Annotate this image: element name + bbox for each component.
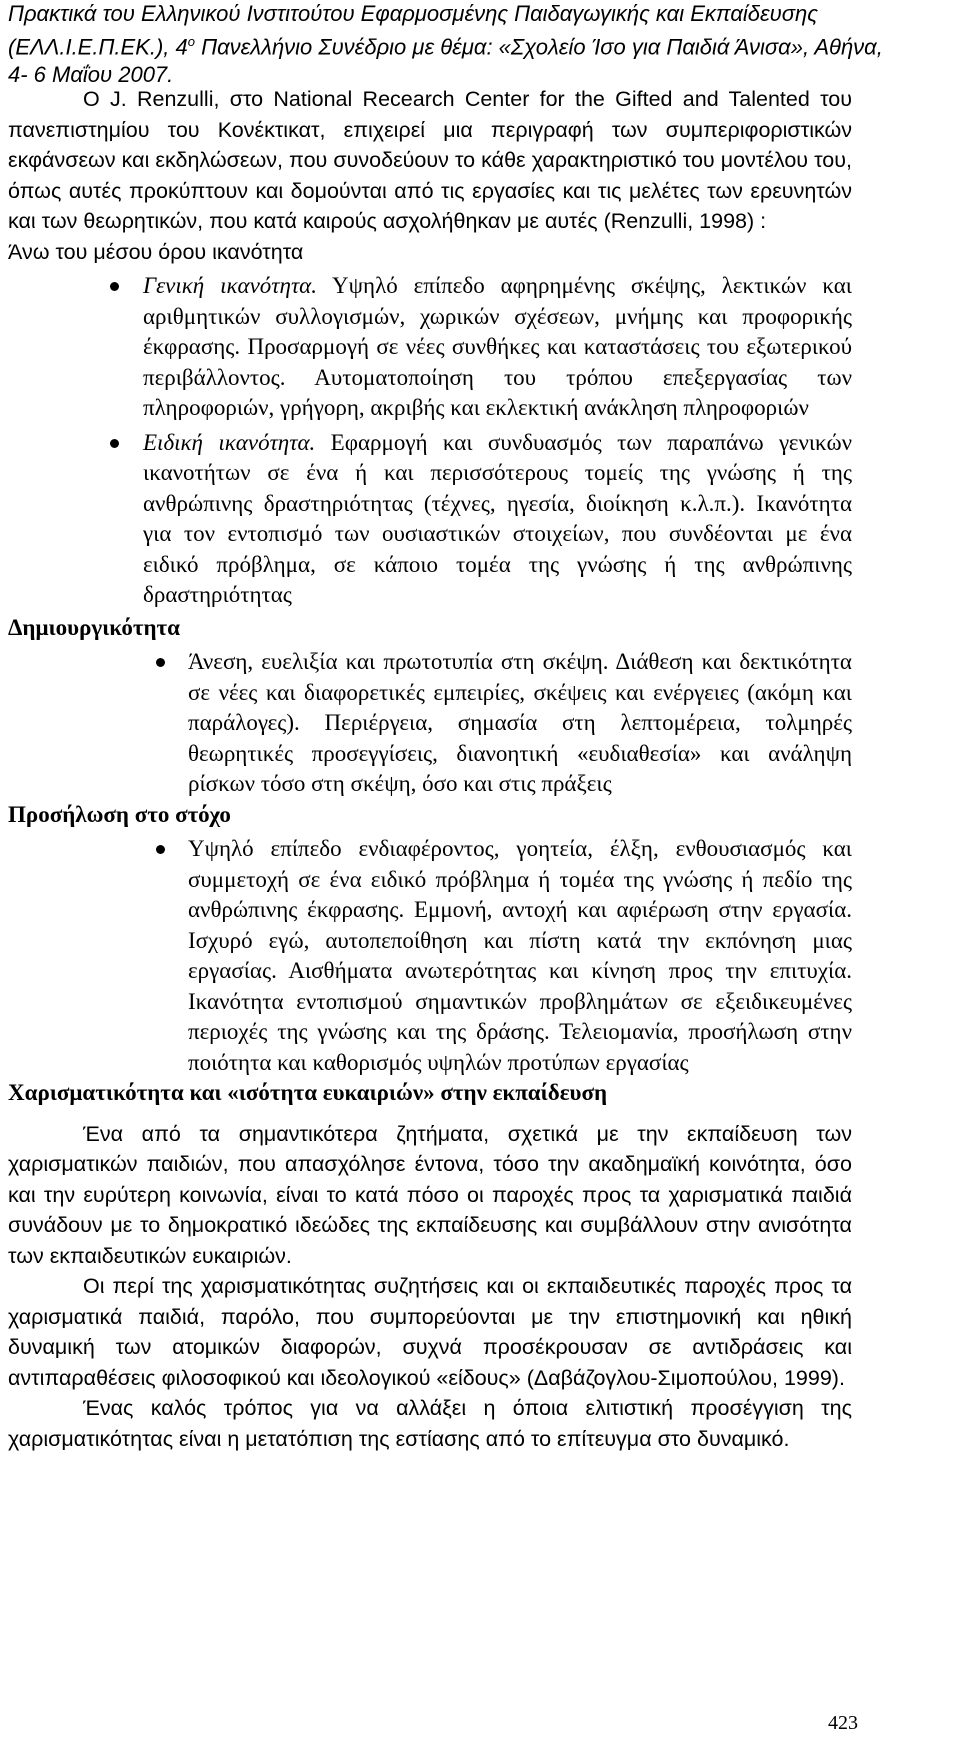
bullet-icon [110,282,119,291]
item-label: Ειδική ικανότητα. [143,429,316,455]
item-text: Άνεση, ευελιξία και πρωτοτυπία στη σκέψη. Διάθεση και δεκτικότητα σε νέες και διαφορετικές εμπειρίες, σκέψεις και ενέργειες (ακόμη και παράλογες). Περιέργεια, σημασία στη λεπτομέρεια, τολμηρές θεωρητικές προσεγγίσεις, διανοητική «ευδιαθεσία» και ανάληψη ρίσκων τόσο στη σκέψη, όσο και στις πράξεις [188,649,852,796]
intro-text: Renzulli, στο National Recearch Center for the Gifted and Talented του πανεπιστημίου του Κονέκτικατ, επιχειρεί μια περιγραφή των συμπεριφοριστικών εκφάνσεων και εκδηλώσεων, που συνοδεύουν το κάθε χαρακτηριστικό του μοντέλου του, όπως αυτές προκύπτουν και δομούνται από τις εργασίες και τις μελέτες των ερευνητών και των θεωρητικών, που κατά καιρούς ασχολήθηκαν με αυτές (Renzulli, 1998) : [8,87,852,233]
header-line-2-start: (ΕΛΛ.Ι.Ε.Π.ΕΚ.), 4 [8,34,188,60]
header-ordinal: ο [187,34,196,49]
item-text: Υψηλό επίπεδο αφηρημένης σκέψης, λεκτικών και αριθμητικών συλλογισμών, χωρικών σχέσεων, μνήμης και προφορικής έκφρασης. Προσαρμογή σε νέες συνθήκες και καταστάσεις του εξωτερικού περιβάλλοντος. Αυτοματοποίηση του τρόπου επεξεργασίας των πληροφοριών, γρήγορη, ακριβής και εκλεκτική ανάκληση πληροφοριών [143,273,852,420]
item-label: Γενική ικανότητα. [143,273,317,298]
header-line-1: Πρακτικά του Ελληνικού Ινστιτούτου Εφαρμοσμένης Παιδαγωγικής και Εκπαίδευσης [8,1,818,26]
bullet-icon [156,845,165,854]
list-item [8,428,852,611]
list-item [8,647,852,800]
equality-paragraph-3: Ένας καλός τρόπος για να αλλάξει η όποια ελιτιστική προσέγγιση της χαρισματικότητας είναι η μετατόπιση της εστίασης από το επίτευγμα στο δυναμικό. [8,1396,852,1451]
item-text: Υψηλό επίπεδο ενδιαφέροντος, γοητεία, έλξη, ενθουσιασμός και συμμετοχή σε ένα ειδικό πρόβλημα ή τομέα της γνώσης ή πεδίο της ανθρώπινης έκφρασης. Εμμονή, αντοχή και αφιέρωση στην εργασία. Ισχυρό εγώ, αυτοπεποίθηση και πίστη κατά την εκπόνηση μιας εργασίας. Αισθήματα ανωτερότητας και κίνηση προς την επιτυχία. Ικανότητα εντοπισμού σημαντικών προβλημάτων σε εξειδικευμένες περιοχές της γνώσης και της δράσης. Τελειομανία, προσήλωση στην ποιότητα και καθορισμός υψηλών προτύπων εργασίας [188,836,852,1075]
section-commitment-title: Προσήλωση στο στόχο [8,801,231,827]
header-line-2 [8,28,956,61]
document-body [8,84,852,1454]
list-item [8,834,852,1078]
section-creativity-title: Δημιουργικότητα [8,614,180,640]
header-line-3: 4- 6 Μαΐου 2007. [8,62,174,88]
intro-lead: Ο J. [83,87,127,111]
proceedings-header [8,0,956,89]
item-text: Εφαρμογή και συνδυασμός των παραπάνω γενικών ικανοτήτων σε ένα ή και περισσότερους τομείς της γνώσης ή της ανθρώπινης δραστηριότητας (τέχνες, ηγεσία, διοίκηση κ.λ.π.). Ικανότητα για τον εντοπισμό των ουσιαστικών στοιχείων, που συνδέονται με ένα ειδικό πρόβλημα, σε κάποιο τομέα της γνώσης ή της ανθρώπινης δραστηριότητας [143,429,852,607]
header-line-2-end: Πανελλήνιο Συνέδριο με θέμα: «Σχολείο Ίσο για Παιδιά Άνισα», Αθήνα, [195,34,883,60]
bullet-icon [156,658,165,667]
commitment-list [8,834,852,1078]
section-ability-title: Άνω του μέσου όρου ικανότητα [8,239,304,264]
equality-paragraph-2: Οι περί της χαρισματικότητας συζητήσεις και οι εκπαιδευτικές παροχές προς τα χαρισματικά παιδιά, παρόλο, που συμπορεύονται με την επιστημονική και ηθική δυναμική των ατομικών διαφορών, συχνά προσέκρουσαν σε αντιδράσεις και αντιπαραθέσεις φιλοσοφικού και ιδεολογικού «είδους» (Δαβάζογλου-Σιμοπούλου, 1999). [8,1274,852,1390]
list-item [8,271,852,424]
intro-paragraph [8,84,852,237]
bullet-icon [110,439,119,448]
section-equality-title: Χαρισματικότητα και «ισότητα ευκαιριών» στην εκπαίδευση [8,1080,608,1105]
ability-list [8,271,852,611]
creativity-list [8,647,852,800]
equality-paragraph-1: Ένα από τα σημαντικότερα ζητήματα, σχετικά με την εκπαίδευση των χαρισματικών παιδιών, που απασχόλησε έντονα, τόσο την ακαδημαϊκή κοινότητα, όσο και την ευρύτερη κοινωνία, είναι το κατά πόσο οι παροχές προς τα χαρισματικά παιδιά συνάδουν με το δημοκρατικό ιδεώδες της εκπαίδευσης και συμβάλλουν στην ανισότητα των εκπαιδευτικών ευκαιριών. [8,1121,852,1268]
page-number: 423 [828,1712,858,1734]
